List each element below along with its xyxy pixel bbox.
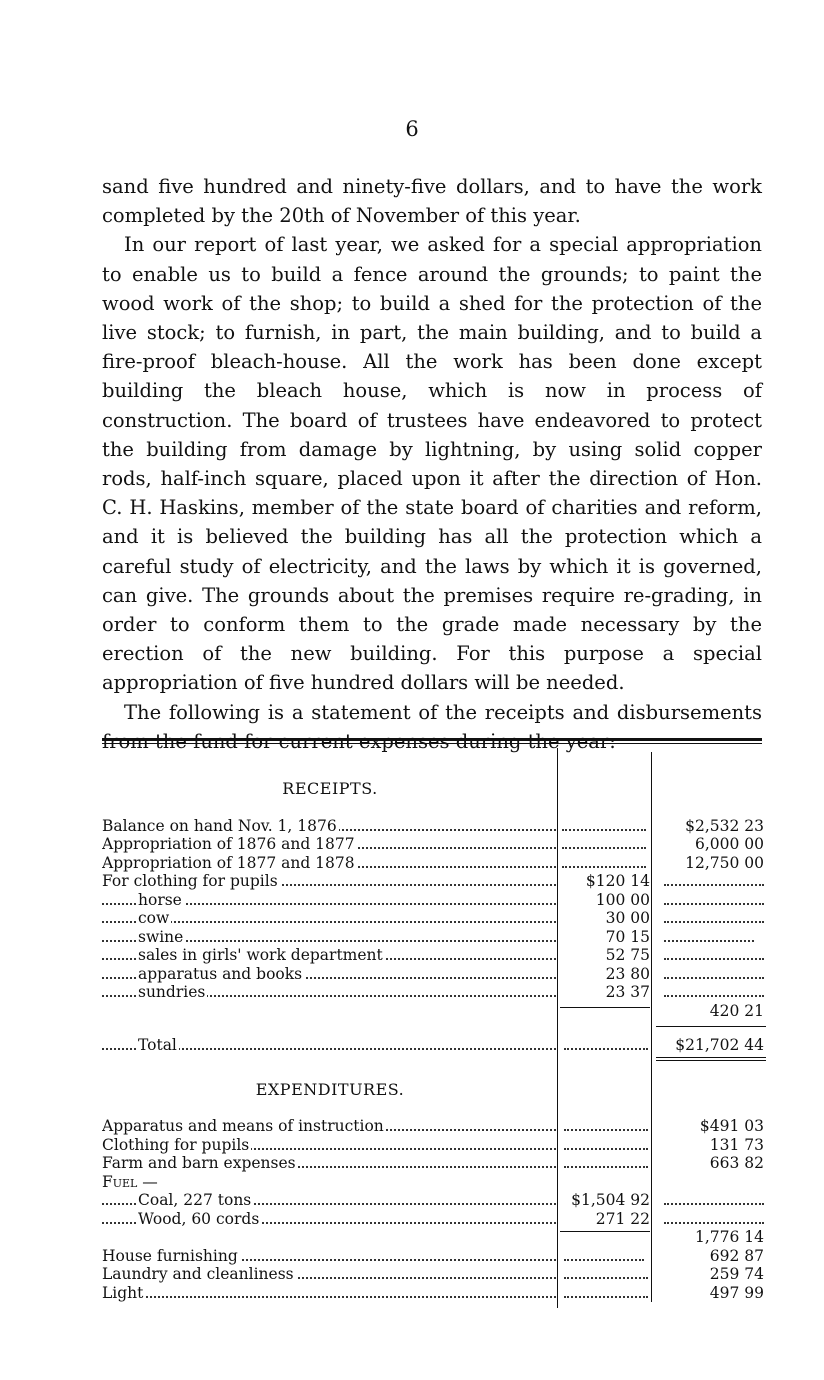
row-total: 6,000 00 — [694, 835, 764, 853]
table-row — [102, 965, 766, 984]
table-row — [102, 928, 766, 947]
total-label: Total — [138, 1036, 177, 1054]
row-label: sundries — [138, 983, 206, 1001]
row-sub: 70 15 — [605, 927, 650, 946]
row-label: sales in girls' work department — [138, 946, 383, 964]
table-row — [102, 1284, 766, 1303]
table-row — [102, 1136, 766, 1155]
row-label: Wood, 60 cords — [138, 1209, 260, 1228]
row-label: Appropriation of 1876 and 1877 — [102, 835, 355, 853]
table-row — [102, 1117, 766, 1136]
expenditures-heading: EXPENDITURES. — [255, 1079, 405, 1099]
table-row — [102, 1265, 766, 1284]
row-label: Appropriation of 1877 and 1878 — [102, 853, 355, 872]
paragraph-3: The following is a statement of the receipts and disbursements from the fund for current expenses during the year: — [102, 700, 762, 753]
row-label: Apparatus and means of instruction — [102, 1117, 384, 1135]
row-sub: $1,504 92 — [571, 1191, 650, 1209]
row-total: 692 87 — [709, 1246, 764, 1265]
row-sub: 52 75 — [605, 946, 650, 964]
body-text — [102, 172, 762, 756]
row-label: Light — [102, 1283, 144, 1302]
row-label: horse — [138, 890, 182, 909]
row-total: 259 74 — [709, 1265, 764, 1283]
table-row — [102, 1210, 766, 1229]
table-row — [102, 891, 766, 910]
fuel-subtotal-row — [102, 1228, 766, 1247]
subtotal-rule — [560, 1231, 650, 1232]
total-rule — [656, 1026, 766, 1027]
row-sub: 23 37 — [605, 983, 650, 1001]
row-label: swine — [138, 927, 184, 946]
row-total: 497 99 — [709, 1283, 764, 1302]
table-row — [102, 909, 766, 928]
row-total: 131 73 — [709, 1135, 764, 1154]
table-row — [102, 946, 766, 965]
table-row — [102, 1154, 766, 1173]
row-sub: 100 00 — [595, 890, 650, 909]
receipts-subtotal: 420 21 — [709, 1001, 764, 1020]
receipts-heading: RECEIPTS. — [282, 779, 378, 798]
table-top-rule — [102, 738, 762, 744]
paragraph-2: In our report of last year, we asked for a special appropriation to enable us to build a fence around the grounds; to paint the wood work of the shop; to build a shed for the protection of the live stock; to furnish, in part, the main building, and to build a fire-proof bleach-house. All the work has been done except building the bleach house, which is now in process of construction. The board of trustees have endeavored to protect the building from damage by lightning, by using solid copper rods, half-inch square, placed upon it after the direction of Hon. C. H. Haskins, member of the state board of charities and reform, and it is believed the building has all the protection which a careful study of electricity, and the laws by which it is governed, can give. The grounds about the premises require re-grading, in order to conform them to the grade made necessary by the erection of the new building. For this purpose a special appropriation of five hundred dollars will be needed. — [102, 233, 762, 695]
fuel-label: Fuel — — [102, 1172, 158, 1191]
row-sub: 30 00 — [605, 909, 650, 927]
row-label: Balance on hand Nov. 1, 1876 — [102, 816, 337, 835]
table-row — [102, 1247, 766, 1266]
total-row — [102, 1036, 766, 1055]
page-number: 6 — [405, 117, 419, 141]
row-total: 663 82 — [709, 1154, 764, 1172]
row-label: apparatus and books — [138, 964, 303, 983]
table-row — [102, 854, 766, 873]
row-sub: $120 14 — [585, 872, 650, 890]
row-label: Laundry and cleanliness — [102, 1265, 294, 1283]
fuel-total: 1,776 14 — [694, 1228, 764, 1246]
row-sub: 23 80 — [605, 964, 650, 983]
table-row — [102, 1191, 766, 1210]
row-label: cow — [138, 909, 170, 927]
table-row — [102, 983, 766, 1002]
row-total: $491 03 — [699, 1117, 764, 1135]
table-row — [102, 872, 766, 891]
row-label: Clothing for pupils — [102, 1135, 250, 1154]
total-double-rule — [656, 1057, 766, 1061]
row-label: Farm and barn expenses — [102, 1154, 296, 1172]
row-total: 12,750 00 — [685, 853, 764, 872]
row-total: $2,532 23 — [685, 816, 764, 835]
row-label: Coal, 227 tons — [138, 1191, 252, 1209]
row-label: House furnishing — [102, 1246, 238, 1265]
row-label: For clothing for pupils — [102, 872, 278, 890]
table-row — [102, 1173, 766, 1192]
paragraph-1: sand five hundred and ninety-five dollars, and to have the work completed by the 20th of November of this year. — [102, 175, 762, 228]
subtotal-rule — [560, 1007, 650, 1008]
row-sub: 271 22 — [595, 1209, 650, 1228]
subtotal-row — [102, 1002, 766, 1021]
accounts-table — [102, 780, 766, 1302]
table-row — [102, 817, 766, 836]
table-row — [102, 835, 766, 854]
receipts-total: $21,702 44 — [675, 1036, 764, 1054]
